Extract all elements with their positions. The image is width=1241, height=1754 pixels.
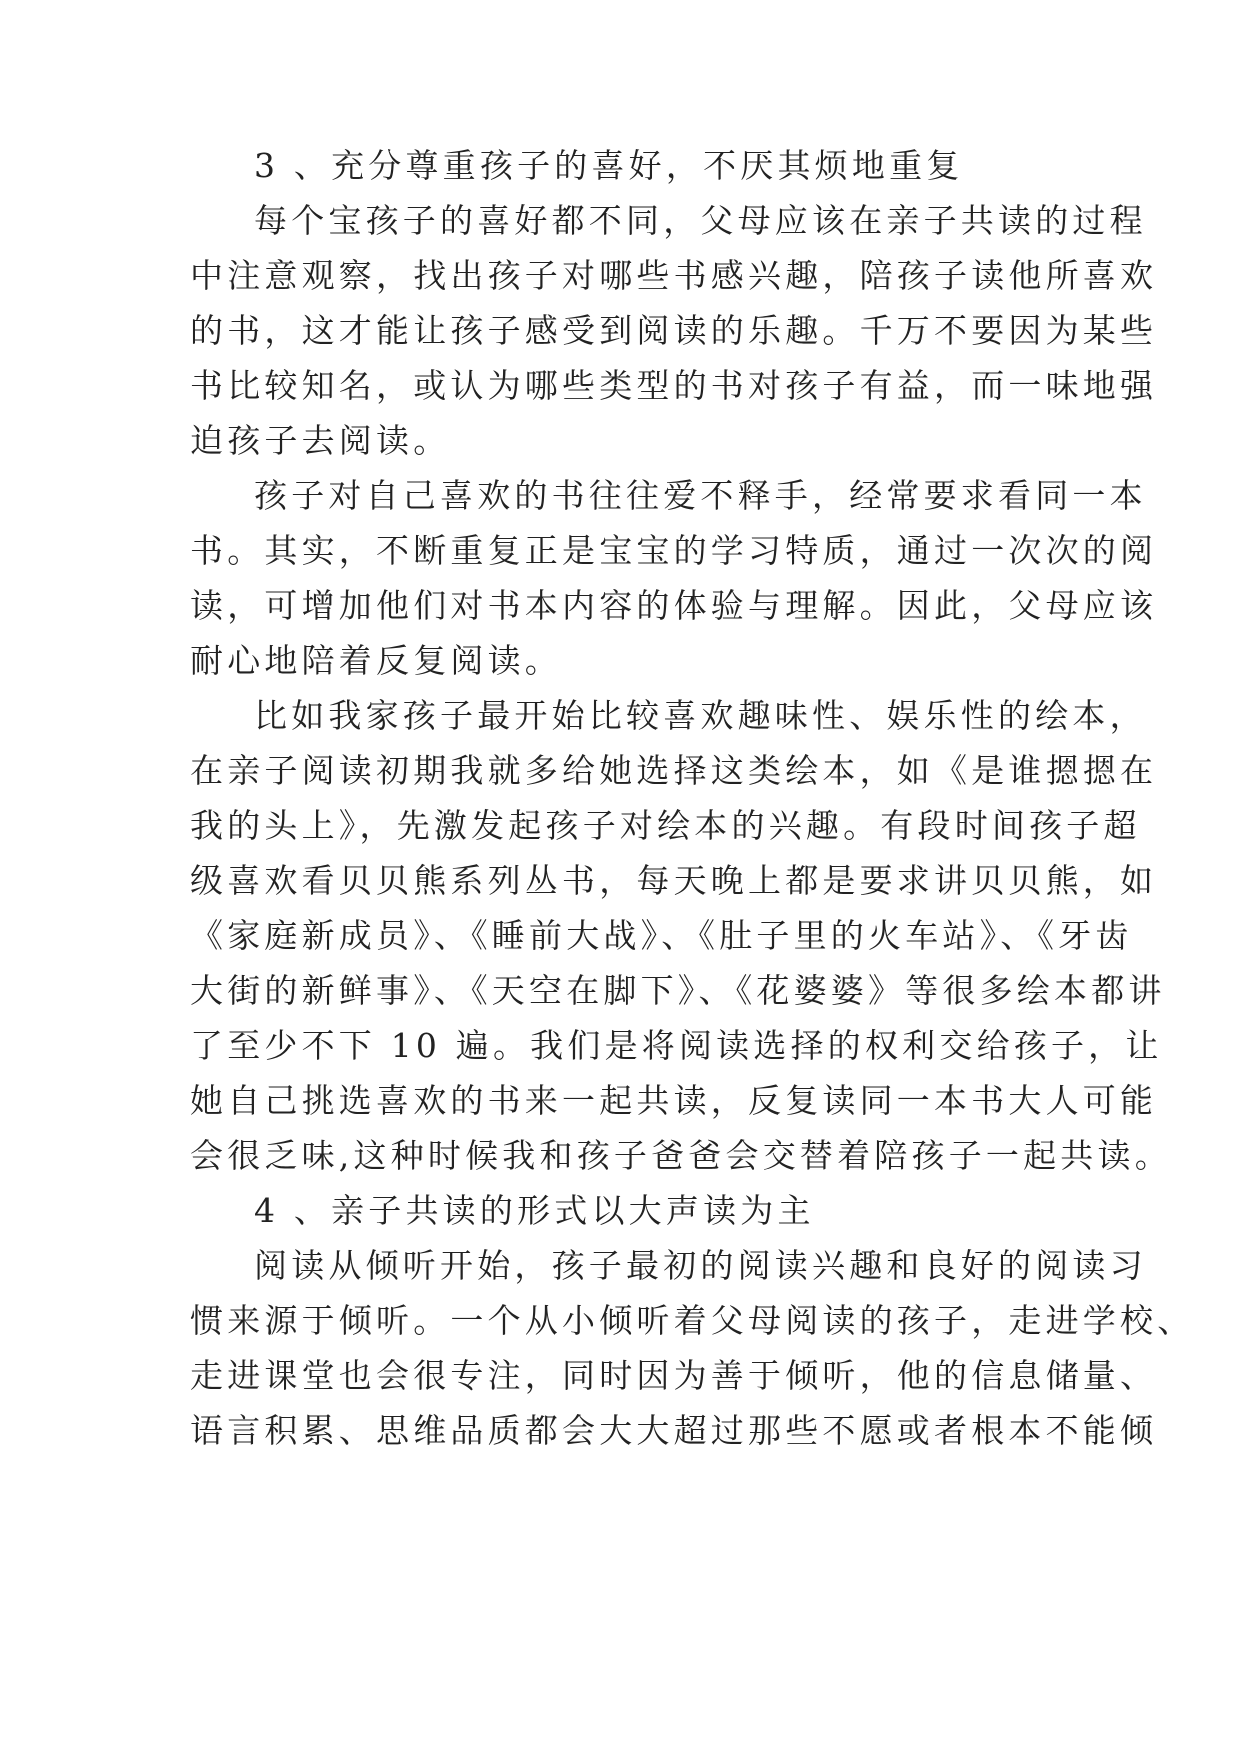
paragraph-line: 迫孩子去阅读。 (190, 421, 451, 460)
section-heading-4: 4 、亲子共读的形式以大声读为主 (254, 1191, 815, 1230)
paragraph-line: 会很乏味,这种时候我和孩子爸爸会交替着陪孩子一起共读。 (190, 1136, 1172, 1175)
paragraph-line: 《家庭新成员》、《睡前大战》、《肚子里的火车站》、《牙齿 (190, 916, 1133, 955)
paragraph-line: 书。其实，不断重复正是宝宝的学习特质，通过一次次的阅 (190, 531, 1158, 570)
paragraph-line: 级喜欢看贝贝熊系列丛书，每天晚上都是要求讲贝贝熊，如 (190, 861, 1158, 900)
paragraph-line: 中注意观察，找出孩子对哪些书感兴趣，陪孩子读他所喜欢 (190, 256, 1158, 295)
paragraph-line: 每个宝孩子的喜好都不同，父母应该在亲子共读的过程 (254, 201, 1147, 240)
paragraph-line: 在亲子阅读初期我就多给她选择这类绘本，如《是谁摁摁在 (190, 751, 1158, 790)
section-heading-3: 3 、充分尊重孩子的喜好，不厌其烦地重复 (254, 146, 964, 185)
paragraph-line: 她自己挑选喜欢的书来一起共读，反复读同一本书大人可能 (190, 1081, 1158, 1120)
paragraph-line: 读，可增加他们对书本内容的体验与理解。因此，父母应该 (190, 586, 1158, 625)
paragraph-line: 了至少不下 10 遍。我们是将阅读选择的权利交给孩子，让 (190, 1026, 1163, 1065)
paragraph-line: 阅读从倾听开始，孩子最初的阅读兴趣和良好的阅读习 (254, 1246, 1147, 1285)
paragraph-line: 惯来源于倾听。一个从小倾听着父母阅读的孩子，走进学校、 (190, 1301, 1195, 1340)
paragraph-line: 走进课堂也会很专注，同时因为善于倾听，他的信息储量、 (190, 1356, 1158, 1395)
paragraph-line: 耐心地陪着反复阅读。 (190, 641, 562, 680)
paragraph-line: 孩子对自己喜欢的书往往爱不释手，经常要求看同一本 (254, 476, 1147, 515)
paragraph-line: 大街的新鲜事》、《天空在脚下》、《花婆婆》等很多绘本都讲 (190, 971, 1166, 1010)
paragraph-line: 比如我家孩子最开始比较喜欢趣味性、娱乐性的绘本， (254, 696, 1147, 735)
paragraph-line: 书比较知名，或认为哪些类型的书对孩子有益，而一味地强 (190, 366, 1158, 405)
paragraph-line: 的书，这才能让孩子感受到阅读的乐趣。千万不要因为某些 (190, 311, 1158, 350)
paragraph-line: 语言积累、思维品质都会大大超过那些不愿或者根本不能倾 (190, 1411, 1158, 1450)
paragraph-line: 我的头上》，先激发起孩子对绘本的兴趣。有段时间孩子超 (190, 806, 1141, 845)
